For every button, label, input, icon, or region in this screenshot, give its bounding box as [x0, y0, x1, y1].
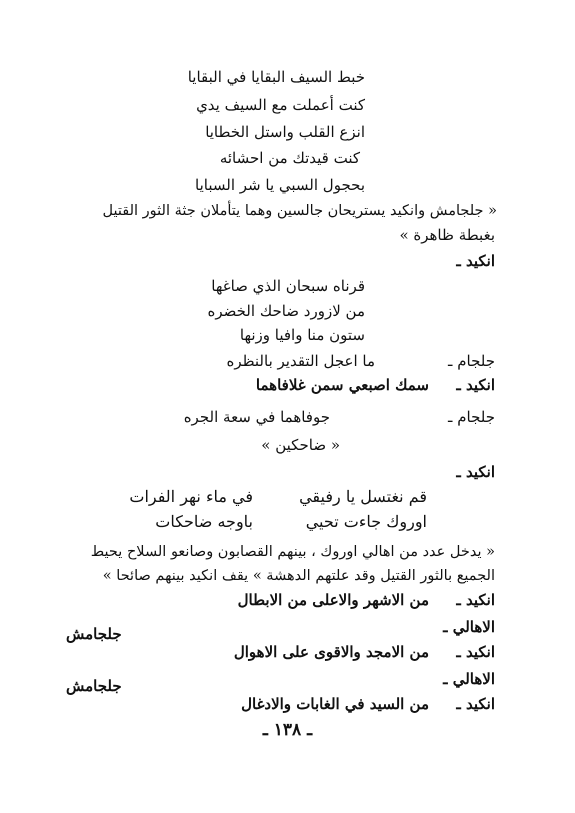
speaker-label: انكيد ـ [456, 643, 495, 661]
verse-line: انزع القلب واستل الخطايا [205, 123, 365, 141]
verse-hemistich-right: قم نغتسل يا رفيقي [299, 487, 427, 506]
stage-direction: « جلجامش وانكيد يستريحان جالسين وهما يتأملان جثة الثور القتيل [102, 203, 497, 219]
speaker-label: انكيد ـ [456, 591, 495, 609]
verse-line: بحجول السبي يا شر السبايا [195, 176, 365, 194]
verse-line: ستون منا وافيا وزنها [239, 326, 365, 344]
speaker-label: انكيد ـ [456, 463, 495, 481]
verse-line: قرناه سبحان الذي صاغها [211, 277, 365, 295]
verse-line: خبط السيف البقايا في البقايا [187, 68, 365, 86]
chant-text: من الاشهر والاعلى من الابطال [237, 591, 429, 609]
speaker-label: انكيد ـ [456, 695, 495, 713]
stage-direction: « يدخل عدد من اهالي اوروك ، بينهم القصابون وصانعو السلاح يحيط [90, 544, 495, 560]
speaker-label: انكيد ـ [456, 252, 495, 270]
chant-response: جلجامش [66, 677, 122, 695]
dialogue-text: جوفاهما في سعة الجره [183, 408, 330, 426]
verse-line: من لازورد ضاحك الخضره [207, 302, 365, 320]
speaker-label: جلجام ـ [448, 408, 495, 426]
speaker-label: جلجام ـ [448, 352, 495, 370]
verse-hemistich-right: اوروك جاءت تحيي [305, 512, 427, 531]
stage-direction: الجميع بالثور القتيل وقد علتهم الدهشة » يقف انكيد بينهم صائحا » [102, 568, 495, 584]
dialogue-text: سمك اصبعي سمن غلافاهما [255, 376, 429, 394]
verse-hemistich-left: باوجه ضاحكات [155, 512, 253, 531]
chant-text: من الامجد والاقوى على الاهوال [233, 643, 429, 661]
stage-direction: بغبطة ظاهرة » [399, 226, 495, 244]
verse-hemistich-left: في ماء نهر الفرات [129, 487, 253, 506]
speaker-label: الاهالي ـ [443, 618, 495, 636]
speaker-label: انكيد ـ [456, 376, 495, 394]
page-number: ـ ١٣٨ ـ [262, 720, 313, 740]
speaker-label: الاهالي ـ [443, 670, 495, 688]
chant-response: جلجامش [66, 625, 122, 643]
stage-note: « ضاحكين » [261, 436, 340, 454]
verse-line: كنت أعملت مع السيف يدي [196, 96, 365, 114]
verse-line: كنت قيدتك من احشائه [219, 149, 360, 167]
dialogue-text: ما اعجل التقدير بالنظره [226, 352, 375, 370]
chant-text: من السيد في الغابات والادغال [241, 695, 429, 713]
